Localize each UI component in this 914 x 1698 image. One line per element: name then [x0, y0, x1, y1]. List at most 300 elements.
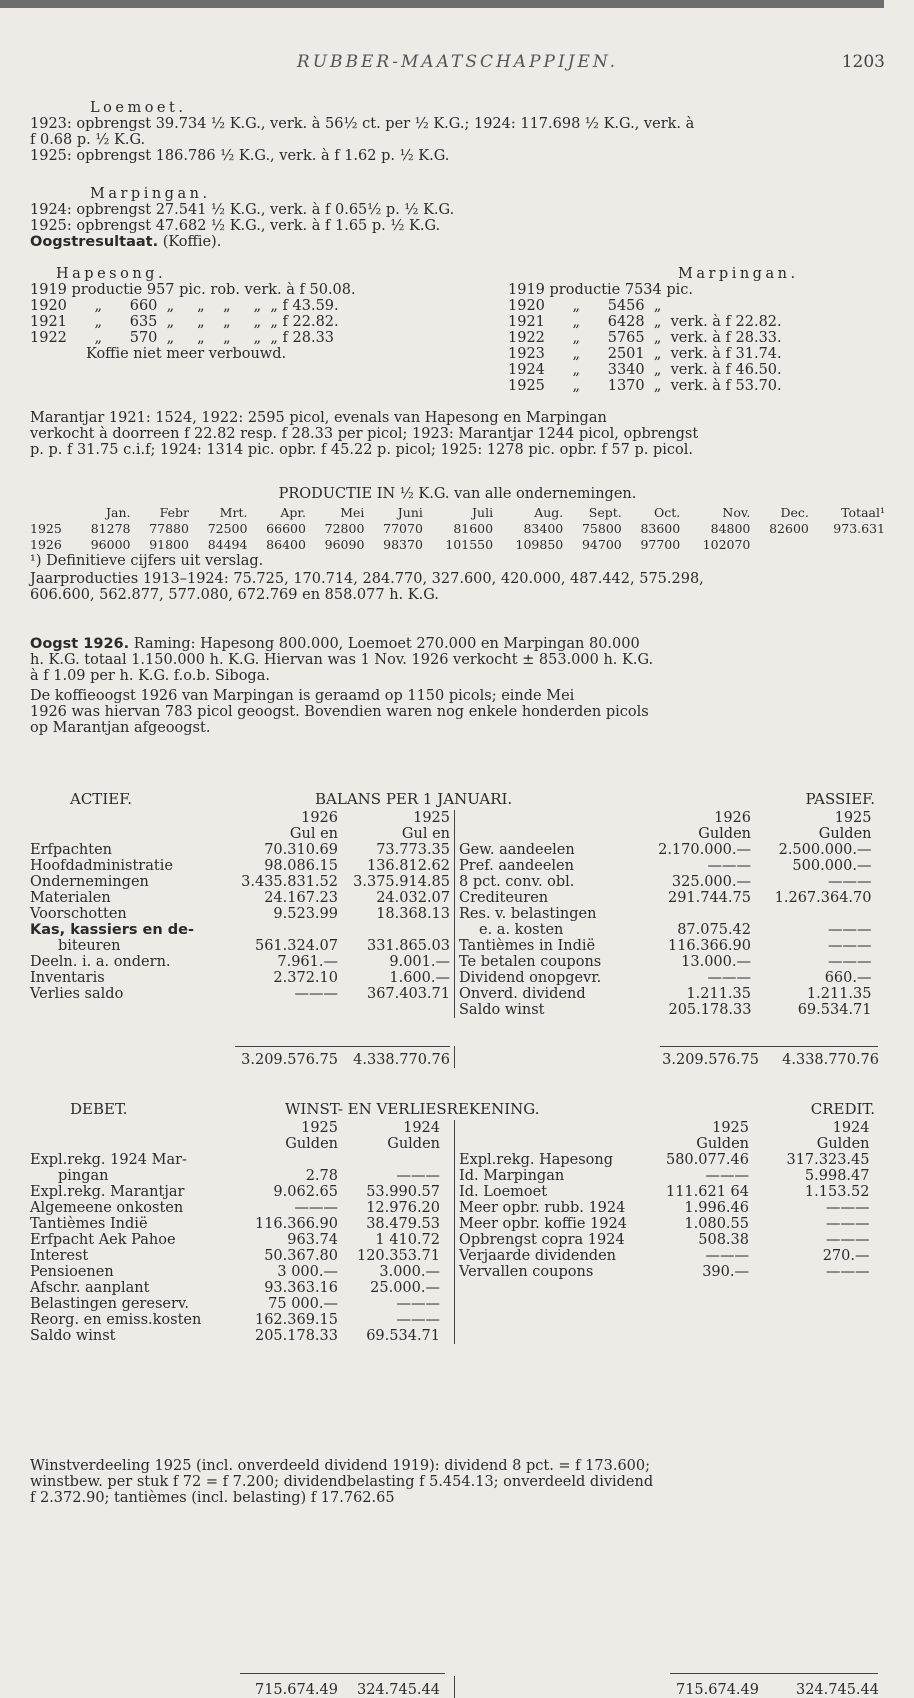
actief-label: Verlies saldo	[30, 986, 124, 1002]
credit-row	[455, 1152, 870, 1168]
passief-value: 291.744.75	[667, 890, 751, 906]
credit-label: Opbrengst copra 1924	[459, 1232, 625, 1248]
passief-value: 1.267.364.70	[774, 890, 872, 906]
wv-year: 1924	[403, 1120, 440, 1136]
wv-year: 1924	[832, 1120, 870, 1136]
passief-value: 1.211.35	[806, 986, 872, 1002]
passief-value: 13.000.—	[681, 954, 751, 970]
passief-label: Dividend onopgevr.	[459, 970, 602, 986]
passief-value: 205.178.33	[668, 1002, 752, 1018]
actief-row	[30, 842, 450, 858]
wv-year: 1925	[712, 1120, 749, 1136]
passief-row	[455, 858, 872, 874]
wv-debet-title: DEBET.	[70, 1100, 128, 1118]
passief-row	[455, 954, 872, 970]
productie-cell: 72800	[324, 521, 365, 536]
marpingan-production	[508, 266, 888, 394]
passief-label: Crediteuren	[459, 890, 549, 906]
credit-label: Verjaarde dividenden	[459, 1248, 616, 1264]
productie-cell: 75800	[581, 521, 622, 536]
productie-cell: 94700	[581, 537, 622, 552]
credit-value: 5.998.47	[804, 1168, 870, 1184]
balans-unit: Gul en	[289, 826, 338, 842]
marpingan2-row: 1921 „ 6428 „ verk. à f 22.82.	[508, 314, 782, 330]
productie-cell: 77070	[383, 521, 423, 536]
actief-label: Kas, kassiers en de-	[30, 922, 194, 938]
passief-value: 325.000.—	[671, 874, 751, 890]
balans-total: 3.209.576.75	[662, 1052, 759, 1068]
marpingan-heading: Marpingan.	[90, 186, 211, 202]
credit-row	[455, 1184, 870, 1200]
debet-label: Erfpacht Aek Pahoe	[30, 1232, 176, 1248]
wv-divider	[454, 1676, 455, 1698]
debet-value: 69.534.71	[366, 1328, 440, 1344]
marpingan2-row: 1919 productie 7534 pic.	[508, 282, 694, 298]
winstverdeeling-line: Winstverdeeling 1925 (incl. onverdeeld dividend 1919): dividend 8 pct. = f 173.600;	[30, 1458, 651, 1474]
balans-year: 1926	[714, 810, 751, 826]
debet-value	[240, 1152, 338, 1168]
productie-cell: 101550	[445, 537, 494, 552]
productie-cell	[750, 537, 808, 553]
wv-unit: Gulden	[285, 1136, 338, 1152]
page	[30, 0, 885, 1698]
marantjar-line: Marantjar 1921: 1524, 1922: 2595 picol, evenals van Hapesong en Marpingan	[30, 410, 607, 426]
debet-value: 3 000.—	[277, 1264, 338, 1280]
productie-cell: 83400	[523, 521, 564, 536]
marpingan2-heading: Marpingan.	[678, 266, 799, 282]
passief-value: 660.—	[824, 970, 872, 986]
productie-cell: 91800	[149, 537, 189, 552]
debet-value: 75 000.—	[268, 1296, 338, 1312]
oogst-1926-text: Raming: Hapesong 800.000, Loemoet 270.000 en Marpingan 80.000	[129, 636, 640, 652]
month-header: Mrt.	[219, 505, 248, 520]
debet-label: Pensioenen	[30, 1264, 114, 1280]
loemoet-line: 1923: opbrengst 39.734 ½ K.G., verk. à 56½ ct. per ½ K.G.; 1924: 117.698 ½ K.G., verk. à	[30, 116, 695, 132]
credit-label: Id. Loemoet	[459, 1184, 548, 1200]
debet-value	[338, 1152, 440, 1168]
debet-value: 1 410.72	[375, 1232, 440, 1248]
productie-row	[30, 521, 885, 537]
balans-rule	[235, 1046, 450, 1047]
actief-value: 3.375.914.85	[353, 874, 450, 890]
winstverdeeling-line: winstbew. per stuk f 72 = f 7.200; dividendbelasting f 5.454.13; onverdeeld dividend	[30, 1474, 654, 1490]
debet-value: ———	[396, 1168, 440, 1184]
month-header: Mei	[340, 505, 365, 520]
month-header: Juni	[397, 505, 423, 520]
actief-row	[30, 970, 450, 986]
actief-label: Materialen	[30, 890, 111, 906]
debet-label: Belastingen gereserv.	[30, 1296, 189, 1312]
wv-heading	[30, 1100, 885, 1118]
passief-label: 8 pct. conv. obl.	[459, 874, 575, 890]
passief-value: ———	[828, 954, 872, 970]
debet-row	[30, 1248, 440, 1264]
marpingan2-row: 1923 „ 2501 „ verk. à f 31.74.	[508, 346, 782, 362]
passief-row	[455, 1002, 872, 1018]
actief-row	[30, 922, 450, 938]
month-header: Dec.	[780, 505, 809, 520]
actief-row	[30, 906, 450, 922]
debet-value: 162.369.15	[254, 1312, 338, 1328]
debet-row	[30, 1184, 440, 1200]
passief-row	[455, 906, 872, 922]
passief-value: 500.000.—	[792, 858, 872, 874]
loemoet-section	[30, 100, 885, 164]
debet-row	[30, 1168, 440, 1184]
marpingan2-row: 1924 „ 3340 „ verk. à f 46.50.	[508, 362, 782, 378]
marpingan-line: 1925: opbrengst 47.682 ½ K.G., verk. à f 1.65 p. ½ K.G.	[30, 218, 441, 234]
header-title: RUBBER-MAATSCHAPPIJEN.	[296, 52, 619, 72]
balans-unit: Gulden	[698, 826, 751, 842]
oogst-1926-line: à f 1.09 per h. K.G. f.o.b. Siboga.	[30, 668, 270, 684]
debet-value: ———	[396, 1296, 440, 1312]
balans-year: 1926	[301, 810, 338, 826]
actief-label: biteuren	[58, 938, 121, 954]
debet-row	[30, 1312, 440, 1328]
marpingan-line: 1924: opbrengst 27.541 ½ K.G., verk. à f 0.65½ p. ½ K.G.	[30, 202, 455, 218]
balans-rule	[660, 1046, 878, 1047]
productie-cell: 72500	[207, 521, 248, 536]
marpingan-section	[30, 186, 885, 250]
passief-row	[455, 874, 872, 890]
passief-value: ———	[707, 858, 751, 874]
debet-label: pingan	[58, 1168, 109, 1184]
debet-label: Afschr. aanplant	[30, 1280, 150, 1296]
debet-value: 53.990.57	[366, 1184, 440, 1200]
balans-total: 4.338.770.76	[353, 1052, 450, 1068]
productie-header-row	[30, 505, 885, 521]
passief-row	[455, 842, 872, 858]
actief-row	[30, 938, 450, 954]
wv-year: 1925	[301, 1120, 338, 1136]
actief-row	[30, 874, 450, 890]
productie-table	[30, 505, 885, 553]
credit-row	[455, 1248, 870, 1264]
loemoet-heading: Loemoet.	[90, 100, 187, 116]
oogst-1926-line: h. K.G. totaal 1.150.000 h. K.G. Hiervan was 1 Nov. 1926 verkocht ± 853.000 h. K.G.	[30, 652, 654, 668]
credit-value: ———	[705, 1168, 749, 1184]
actief-value: 18.368.13	[376, 906, 450, 922]
credit-value: 1.080.55	[684, 1216, 749, 1232]
passief-label: Res. v. belastingen	[459, 906, 597, 922]
credit-value: 1.996.46	[684, 1200, 749, 1216]
credit-label: Id. Marpingan	[459, 1168, 565, 1184]
debet-row	[30, 1280, 440, 1296]
oogstresultaat-sub: (Koffie).	[162, 234, 222, 250]
actief-value: 2.372.10	[273, 970, 338, 986]
wv-debet-table	[30, 1120, 440, 1344]
actief-value: 70.310.69	[264, 842, 338, 858]
actief-label: Ondernemingen	[30, 874, 149, 890]
passief-value: ———	[707, 970, 751, 986]
actief-label: Voorschotten	[30, 906, 127, 922]
marpingan2-row: 1920 „ 5456 „	[508, 298, 662, 314]
credit-value: 390.—	[702, 1264, 749, 1280]
wv-unit: Gulden	[816, 1136, 870, 1152]
balans-heading	[30, 790, 885, 808]
balans-actief-title: ACTIEF.	[70, 790, 133, 808]
productie-cell: 83600	[640, 521, 681, 536]
actief-value: 1.600.—	[389, 970, 450, 986]
hapesong-heading: Hapesong.	[56, 266, 167, 282]
balans-year: 1925	[834, 810, 872, 826]
debet-label: Saldo winst	[30, 1328, 116, 1344]
credit-row	[455, 1200, 870, 1216]
passief-label: Te betalen coupons	[459, 954, 602, 970]
productie-cell: 102070	[702, 537, 751, 552]
credit-value: 580.077.46	[665, 1152, 749, 1168]
actief-value: 367.403.71	[366, 986, 450, 1002]
marpingan2-row: 1922 „ 5765 „ verk. à f 28.33.	[508, 330, 782, 346]
productie-cell: 86400	[266, 537, 306, 552]
actief-value: 24.167.23	[264, 890, 338, 906]
wv-total: 324.745.44	[795, 1682, 879, 1698]
passief-value: 69.534.71	[797, 1002, 872, 1018]
productie-year: 1925	[30, 521, 62, 536]
debet-row	[30, 1152, 440, 1168]
debet-value: 116.366.90	[254, 1216, 338, 1232]
debet-label: Expl.rekg. 1924 Mar-	[30, 1152, 187, 1168]
winstverdeeling	[30, 1458, 885, 1506]
month-header: Totaal¹	[841, 505, 885, 520]
passief-row	[455, 938, 872, 954]
productie-cell: 973.631	[833, 521, 885, 536]
actief-value: 9.523.99	[273, 906, 338, 922]
wv-rule	[240, 1673, 445, 1674]
debet-row	[30, 1328, 440, 1344]
productie-cell	[809, 537, 885, 553]
credit-label: Meer opbr. koffie 1924	[459, 1216, 627, 1232]
balans-passief-table	[454, 810, 872, 1018]
productie-cell: 84800	[710, 521, 751, 536]
actief-value: 7.961.—	[277, 954, 338, 970]
credit-value: 1.153.52	[804, 1184, 870, 1200]
credit-value: 270.—	[822, 1248, 870, 1264]
actief-value: 24.032.07	[376, 890, 450, 906]
debet-label: Expl.rekg. Marantjar	[30, 1184, 185, 1200]
oogst-1926-section	[30, 636, 885, 736]
credit-row	[455, 1264, 870, 1280]
balans-totals	[30, 1052, 885, 1068]
balans-total: 3.209.576.75	[241, 1052, 338, 1068]
actief-label: Hoofdadministratie	[30, 858, 173, 874]
credit-value: 111.621 64	[665, 1184, 749, 1200]
marantjar-line: p. p. f 31.75 c.i.f; 1924: 1314 pic. opbr. f 45.22 p. picol; 1925: 1278 pic. opbr. f 57 p. picol.	[30, 442, 694, 458]
passief-label: Saldo winst	[459, 1002, 545, 1018]
productie-cell: 81278	[90, 521, 131, 536]
credit-row	[455, 1168, 870, 1184]
running-header	[30, 52, 885, 80]
passief-label: Tantièmes in Indië	[459, 938, 596, 954]
passief-value: ———	[828, 922, 872, 938]
productie-cell: 96000	[90, 537, 131, 552]
debet-value: 3.000.—	[379, 1264, 440, 1280]
credit-label: Expl.rekg. Hapesong	[459, 1152, 614, 1168]
productie-title: PRODUCTIE IN ½ K.G. van alle ondernemingen.	[278, 486, 637, 502]
debet-value: 9.062.65	[273, 1184, 338, 1200]
productie-year: 1926	[30, 537, 62, 552]
productie-cell: 82600	[769, 521, 809, 536]
month-header: Jan.	[105, 505, 131, 520]
hapesong-row: 1922 „ 570 „ „ „ „ „ f 28.33	[30, 330, 335, 346]
marpingan2-row: 1925 „ 1370 „ verk. à f 53.70.	[508, 378, 782, 394]
passief-value: 2.170.000.—	[658, 842, 751, 858]
wv-totals	[30, 1682, 885, 1698]
debet-row	[30, 1296, 440, 1312]
balans-total: 4.338.770.76	[782, 1052, 879, 1068]
marantjar-paragraph	[30, 410, 885, 458]
passief-value	[752, 906, 872, 922]
passief-value: ———	[828, 938, 872, 954]
hapesong-row: 1921 „ 635 „ „ „ „ „ f 22.82.	[30, 314, 339, 330]
credit-value: ———	[705, 1248, 749, 1264]
passief-label: e. a. kosten	[479, 922, 564, 938]
actief-value: 73.773.35	[376, 842, 450, 858]
passief-row	[455, 890, 872, 906]
productie-section	[30, 486, 885, 603]
hapesong-row: 1919 productie 957 pic. rob. verk. à f 50.08.	[30, 282, 356, 298]
passief-row	[455, 970, 872, 986]
balans-actief-table	[30, 810, 450, 1002]
debet-value: 25.000.—	[370, 1280, 440, 1296]
oogst-1926-line: De koffieoogst 1926 van Marpingan is geraamd op 1150 picols; einde Mei	[30, 688, 575, 704]
wv-credit-title: CREDIT.	[810, 1100, 875, 1118]
balans-passief-title: PASSIEF.	[805, 790, 875, 808]
balans-unit: Gulden	[818, 826, 872, 842]
debet-label: Interest	[30, 1248, 89, 1264]
month-header: Nov.	[722, 505, 751, 520]
debet-value: 2.78	[305, 1168, 338, 1184]
credit-value: 317.323.45	[786, 1152, 870, 1168]
debet-value: 963.74	[287, 1232, 338, 1248]
oogstresultaat-heading: Oogstresultaat.	[30, 234, 159, 250]
debet-value: 50.367.80	[264, 1248, 338, 1264]
loemoet-line: 1925: opbrengst 186.786 ½ K.G., verk. à f 1.62 p. ½ K.G.	[30, 148, 450, 164]
oogst-1926-line: op Marantjan afgeoogst.	[30, 720, 211, 736]
credit-row	[455, 1232, 870, 1248]
debet-value: 93.363.16	[264, 1280, 338, 1296]
actief-value	[338, 922, 450, 938]
passief-label: Gew. aandeelen	[459, 842, 575, 858]
productie-cell: 98370	[383, 537, 423, 552]
credit-value: ———	[826, 1264, 870, 1280]
debet-label: Reorg. en emiss.kosten	[30, 1312, 202, 1328]
loemoet-line: f 0.68 p. ½ K.G.	[30, 132, 146, 148]
actief-value: 136.812.62	[366, 858, 450, 874]
debet-row	[30, 1264, 440, 1280]
passief-value: 2.500.000.—	[778, 842, 872, 858]
wv-rule	[670, 1673, 878, 1674]
debet-value: 120.353.71	[356, 1248, 440, 1264]
passief-value: 1.211.35	[686, 986, 751, 1002]
actief-value: 331.865.03	[366, 938, 450, 954]
wv-total: 715.674.49	[254, 1682, 338, 1698]
month-header: Sept.	[588, 505, 622, 520]
wv-title: WINST- EN VERLIESREKENING.	[285, 1100, 540, 1118]
month-header: Febr	[159, 505, 189, 520]
jaarproducties-line: 606.600, 562.877, 577.080, 672.769 en 858.077 h. K.G.	[30, 587, 439, 603]
actief-value: 3.435.831.52	[241, 874, 338, 890]
productie-cell: 81600	[453, 521, 494, 536]
wv-total: 324.745.44	[356, 1682, 440, 1698]
actief-row	[30, 986, 450, 1002]
productie-cell: 84494	[207, 537, 248, 552]
productie-row	[30, 537, 885, 553]
productie-cell: 97700	[640, 537, 681, 552]
actief-value	[238, 922, 338, 938]
hapesong-row: 1920 „ 660 „ „ „ „ „ f 43.59.	[30, 298, 339, 314]
actief-value: 98.086.15	[264, 858, 338, 874]
wv-credit-table	[454, 1120, 870, 1344]
actief-row	[30, 954, 450, 970]
month-header: Juli	[472, 505, 494, 520]
jaarproducties-line: Jaarproducties 1913–1924: 75.725, 170.714, 284.770, 327.600, 420.000, 487.442, 575.298,	[30, 571, 704, 587]
credit-value: ———	[826, 1216, 870, 1232]
passief-row	[455, 986, 872, 1002]
productie-cell: 77880	[149, 521, 189, 536]
actief-value: ———	[294, 986, 338, 1002]
credit-label: Vervallen coupons	[459, 1264, 594, 1280]
month-header: Apr.	[280, 505, 306, 520]
debet-value: 38.479.53	[366, 1216, 440, 1232]
winstverdeeling-line: f 2.372.90; tantièmes (incl. belasting) f 17.762.65	[30, 1490, 395, 1506]
productie-footnote: ¹) Definitieve cijfers uit verslag.	[30, 553, 264, 569]
actief-label: Erfpachten	[30, 842, 113, 858]
balans-divider	[454, 1046, 455, 1068]
wv-unit: Gulden	[696, 1136, 749, 1152]
passief-value	[645, 906, 752, 922]
credit-value: ———	[826, 1232, 870, 1248]
debet-value: ———	[294, 1200, 338, 1216]
balans-unit: Gul en	[401, 826, 450, 842]
passief-value: ———	[828, 874, 872, 890]
wv-total: 715.674.49	[675, 1682, 759, 1698]
marantjar-line: verkocht à doorreen f 22.82 resp. f 28.33 per picol; 1923: Marantjar 1244 picol, opbrengst	[30, 426, 699, 442]
debet-row	[30, 1232, 440, 1248]
passief-label: Onverd. dividend	[459, 986, 586, 1002]
passief-label: Pref. aandeelen	[459, 858, 574, 874]
debet-row	[30, 1216, 440, 1232]
credit-label: Meer opbr. rubb. 1924	[459, 1200, 626, 1216]
passief-row	[455, 922, 872, 938]
credit-value: 508.38	[698, 1232, 749, 1248]
actief-value: 9.001.—	[389, 954, 450, 970]
balans-year: 1925	[413, 810, 450, 826]
productie-cell: 109850	[515, 537, 564, 552]
actief-label: Inventaris	[30, 970, 105, 986]
actief-value: 561.324.07	[254, 938, 338, 954]
page-number: 1203	[841, 52, 885, 72]
actief-row	[30, 890, 450, 906]
oogst-1926-label: Oogst 1926.	[30, 636, 130, 652]
debet-value: 205.178.33	[254, 1328, 338, 1344]
debet-value: ———	[396, 1312, 440, 1328]
actief-row	[30, 858, 450, 874]
passief-value: 116.366.90	[667, 938, 751, 954]
credit-value: ———	[826, 1200, 870, 1216]
balans-title: BALANS PER 1 JANUARI.	[315, 790, 513, 808]
debet-label: Tantièmes Indië	[30, 1216, 148, 1232]
wv-unit: Gulden	[387, 1136, 440, 1152]
passief-value: 87.075.42	[677, 922, 751, 938]
oogst-1926-line: 1926 was hiervan 783 picol geoogst. Bovendien waren nog enkele honderden picols	[30, 704, 649, 720]
productie-cell: 96090	[324, 537, 365, 552]
debet-row	[30, 1200, 440, 1216]
productie-cell: 66600	[266, 521, 306, 536]
actief-label: Deeln. i. a. ondern.	[30, 954, 171, 970]
debet-value: 12.976.20	[366, 1200, 440, 1216]
hapesong-note: Koffie niet meer verbouwd.	[86, 346, 287, 362]
